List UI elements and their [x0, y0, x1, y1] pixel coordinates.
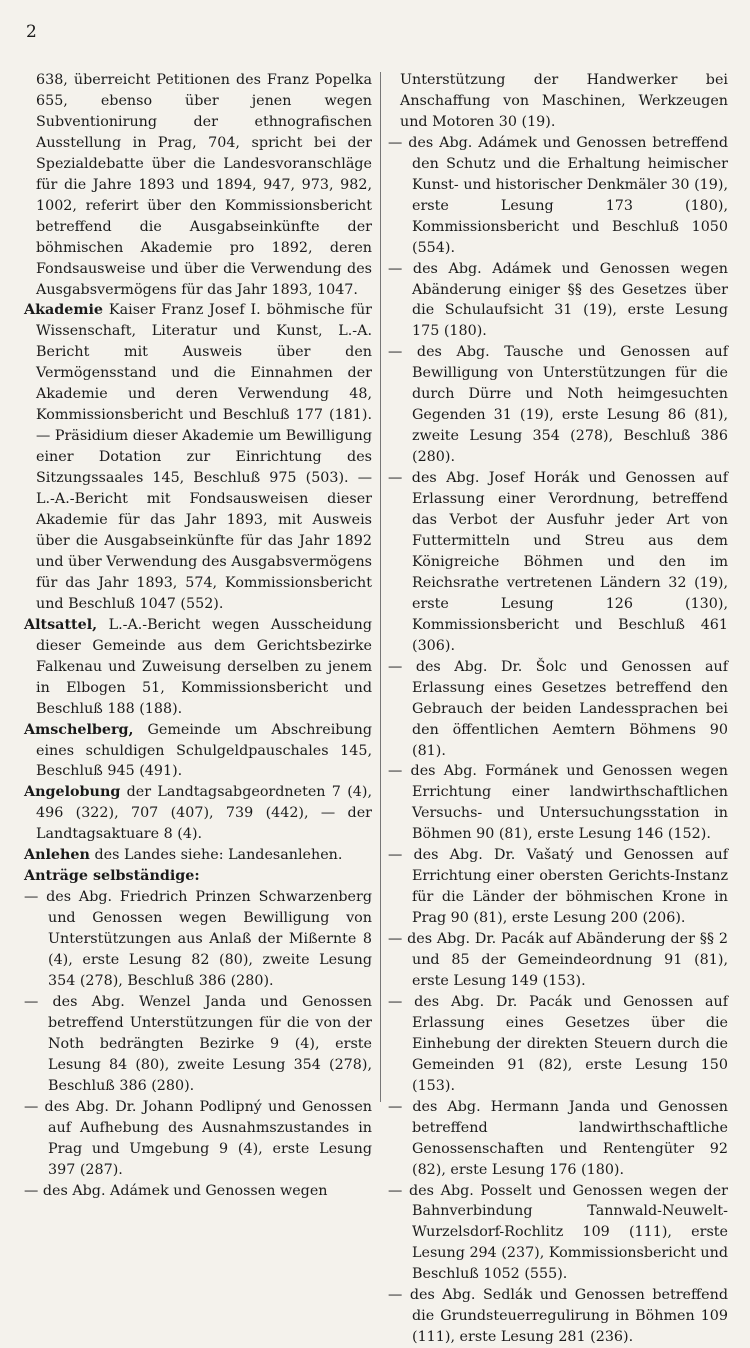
- index-entry-antrag-15: [388, 1181, 728, 1286]
- column-divider: [380, 72, 381, 1102]
- index-entry-anlehen: [24, 845, 372, 866]
- entry-text: — des Abg. Formánek und Genossen wegen Errichtung einer landwirthschaftlichen Versuchs- und Untersuchungsstation in Böhmen 90 (81), erste Lesung 146 (152).: [388, 763, 728, 843]
- entry-text: Kaiser Franz Josef I. böhmische für Wissenschaft, Literatur und Kunst, L.-A. Bericht mit Ausweis über den Vermögensstand und die Einnahmen der Akademie und deren Verwendung 48, Kommissionsbericht und Beschluß 177 (181). — Präsidium dieser Akademie um Bewilligung einer Dotation zur Einrichtung des Sitzungssaales 145, Beschluß 975 (503). — L.-A.-Bericht mit Fondsausweisen dieser Akademie für das Jahr 1893, mit Ausweis über die Ausgabseinkünfte für das Jahr 1892 und über Verwendung des Ausgabsvermögens für das Jahr 1893, 574, Kommissionsbericht und Beschluß 1047 (552).: [36, 302, 373, 612]
- entry-keyword: Anlehen: [24, 847, 90, 864]
- index-entry-altsattel: [24, 615, 372, 720]
- entry-keyword: Amschelberg,: [24, 721, 134, 738]
- entry-text: — des Abg. Dr. Johann Podlipný und Genossen auf Aufhebung des Ausnahmszustandes in Prag und Umgebung 9 (4), erste Lesung 397 (287).: [24, 1098, 372, 1178]
- entry-text: — des Abg. Wenzel Janda und Genossen betreffend Unterstützungen für die von der Noth bedrängten Bezirke 9 (4), erste Lesung 84 (80), zweite Lesung 354 (278), Beschluß 386 (280).: [24, 993, 372, 1094]
- index-entry-antrag-7: [388, 342, 728, 468]
- entry-text: — des Abg. Adámek und Genossen wegen Abänderung einiger §§ des Gesetzes über die Schulaufsicht 31 (19), erste Lesung 175 (180).: [388, 260, 728, 340]
- entry-text: — des Abg. Dr. Pacák auf Abänderung der §§ 2 und 85 der Gemeindeordnung 91 (81), erste Lesung 149 (153).: [388, 931, 728, 989]
- entry-text: — des Abg. Tausche und Genossen auf Bewilligung von Unterstützungen für die durch Dürre und Noth heimgesuchten Gegenden 31 (19), erste Lesung 86 (81), zweite Lesung 354 (278), Beschluß 386 (280).: [388, 344, 728, 466]
- entry-text: — des Abg. Dr. Šolc und Genossen auf Erlassung eines Gesetzes betreffend den Gebrauch der beiden Landessprachen bei den öffentlichen Aemtern Böhmens 90 (81).: [388, 658, 728, 759]
- index-entry-antrag-1: [24, 887, 372, 992]
- entry-keyword: Angelobung: [24, 784, 121, 801]
- index-entry-antrag-2: [24, 992, 372, 1097]
- entry-keyword: Anträge selbständige:: [24, 868, 200, 885]
- index-entry-continuation: [24, 70, 372, 300]
- entry-text: — des Abg. Adámek und Genossen betreffend den Schutz und die Erhaltung heimischer Kunst- und historischer Denkmäler 30 (19), erste Lesung 173 (180), Kommissionsbericht und Beschluß 1050 (554).: [388, 134, 728, 256]
- entry-keyword: Akademie: [24, 302, 104, 319]
- page-number: 2: [26, 22, 37, 42]
- index-entry-antraege: [24, 866, 372, 887]
- index-entry-antrag-6: [388, 259, 728, 343]
- index-entry-antrag-4-cont: [388, 70, 728, 133]
- entry-text: — des Abg. Hermann Janda und Genossen betreffend landwirthschaftliche Genossenschaften und Rentengüter 92 (82), erste Lesung 176 (180).: [388, 1098, 728, 1178]
- index-entry-antrag-11: [388, 845, 728, 929]
- index-entry-antrag-16: [388, 1285, 728, 1348]
- index-entry-angelobung: [24, 782, 372, 845]
- entry-text: — des Abg. Dr. Pacák und Genossen auf Erlassung eines Gesetzes über die Einhebung der direkten Steuern durch die Gemeinden 91 (82), erste Lesung 150 (153).: [388, 993, 728, 1094]
- entry-text: 638, überreicht Petitionen des Franz Popelka 655, ebenso über jenen wegen Subventionirung der ethnografischen Ausstellung in Prag, 704, spricht bei der Spezialdebatte über die Landesvoranschläge für die Jahre 1893 und 1894, 947, 973, 982, 1002, referirt über den Kommissionsbericht betreffend die Ausgabseinkünfte der böhmischen Akademie pro 1892, deren Fondsausweise und über die Verwendung des Ausgabsvermögens für das Jahr 1893, 1047.: [36, 72, 372, 298]
- entry-text: — des Abg. Dr. Vašatý und Genossen auf Errichtung einer obersten Gerichts-Instanz für die Länder der böhmischen Krone in Prag 90 (81), erste Lesung 200 (206).: [388, 847, 728, 927]
- index-entry-antrag-12: [388, 929, 728, 992]
- index-entry-antrag-14: [388, 1097, 728, 1181]
- entry-text: — des Abg. Adámek und Genossen wegen: [24, 1182, 328, 1199]
- left-column: [24, 70, 373, 1199]
- entry-text: der Landtagsabgeordneten 7 (4), 496 (322), 707 (407), 739 (442), — der Landtagsaktuare 8 (4).: [36, 784, 372, 843]
- index-entry-amschelberg: [24, 720, 372, 783]
- entry-text: — des Abg. Friedrich Prinzen Schwarzenberg und Genossen wegen Bewilligung von Unterstützungen aus Anlaß der Mißernte 8 (4), erste Lesung 82 (80), zweite Lesung 354 (278), Beschluß 386 (280).: [24, 889, 372, 989]
- right-column: [388, 70, 728, 1346]
- entry-text: — des Abg. Posselt und Genossen wegen der Bahnverbindung Tannwald-Neuwelt-Wurzelsdorf-Rochlitz 109 (111), erste Lesung 294 (237), Kommissionsbericht und Beschluß 1052 (555).: [388, 1182, 728, 1283]
- index-entry-antrag-3: [24, 1097, 372, 1181]
- index-entry-antrag-4: [24, 1181, 372, 1202]
- entry-text: Gemeinde um Abschreibung eines schuldigen Schulgeldpauschales 145, Beschluß 945 (491).: [36, 721, 372, 780]
- index-entry-antrag-8: [388, 468, 728, 657]
- index-entry-akademie: [24, 300, 372, 614]
- entry-text: — des Abg. Josef Horák und Genossen auf Erlassung einer Verordnung, betreffend das Verbot der Ausfuhr jeder Art von Futtermitteln und Streu aus dem Königreiche Böhmen und den im Reichsrathe vertretenen Ländern 32 (19), erste Lesung 126 (130), Kommissionsbericht und Beschluß 461 (306).: [388, 470, 728, 654]
- entry-text: des Landes siehe: Landesanlehen.: [89, 847, 343, 864]
- index-entry-antrag-10: [388, 761, 728, 845]
- entry-text: — des Abg. Sedlák und Genossen betreffend die Grundsteuerregulirung in Böhmen 109 (111), erste Lesung 281 (236).: [388, 1287, 728, 1346]
- entry-text: L.-A.-Bericht wegen Ausscheidung dieser Gemeinde aus dem Gerichtsbezirke Falkenau und Zuweisung derselben zu jenem in Elbogen 51, Kommissionsbericht und Beschluß 188 (188).: [36, 616, 372, 717]
- entry-text: Unterstützung der Handwerker bei Anschaffung von Maschinen, Werkzeugen und Motoren 30 (19).: [400, 72, 728, 130]
- index-entry-antrag-13: [388, 992, 728, 1097]
- index-entry-antrag-9: [388, 657, 728, 762]
- index-entry-antrag-5: [388, 133, 728, 259]
- entry-keyword: Altsattel,: [24, 616, 98, 633]
